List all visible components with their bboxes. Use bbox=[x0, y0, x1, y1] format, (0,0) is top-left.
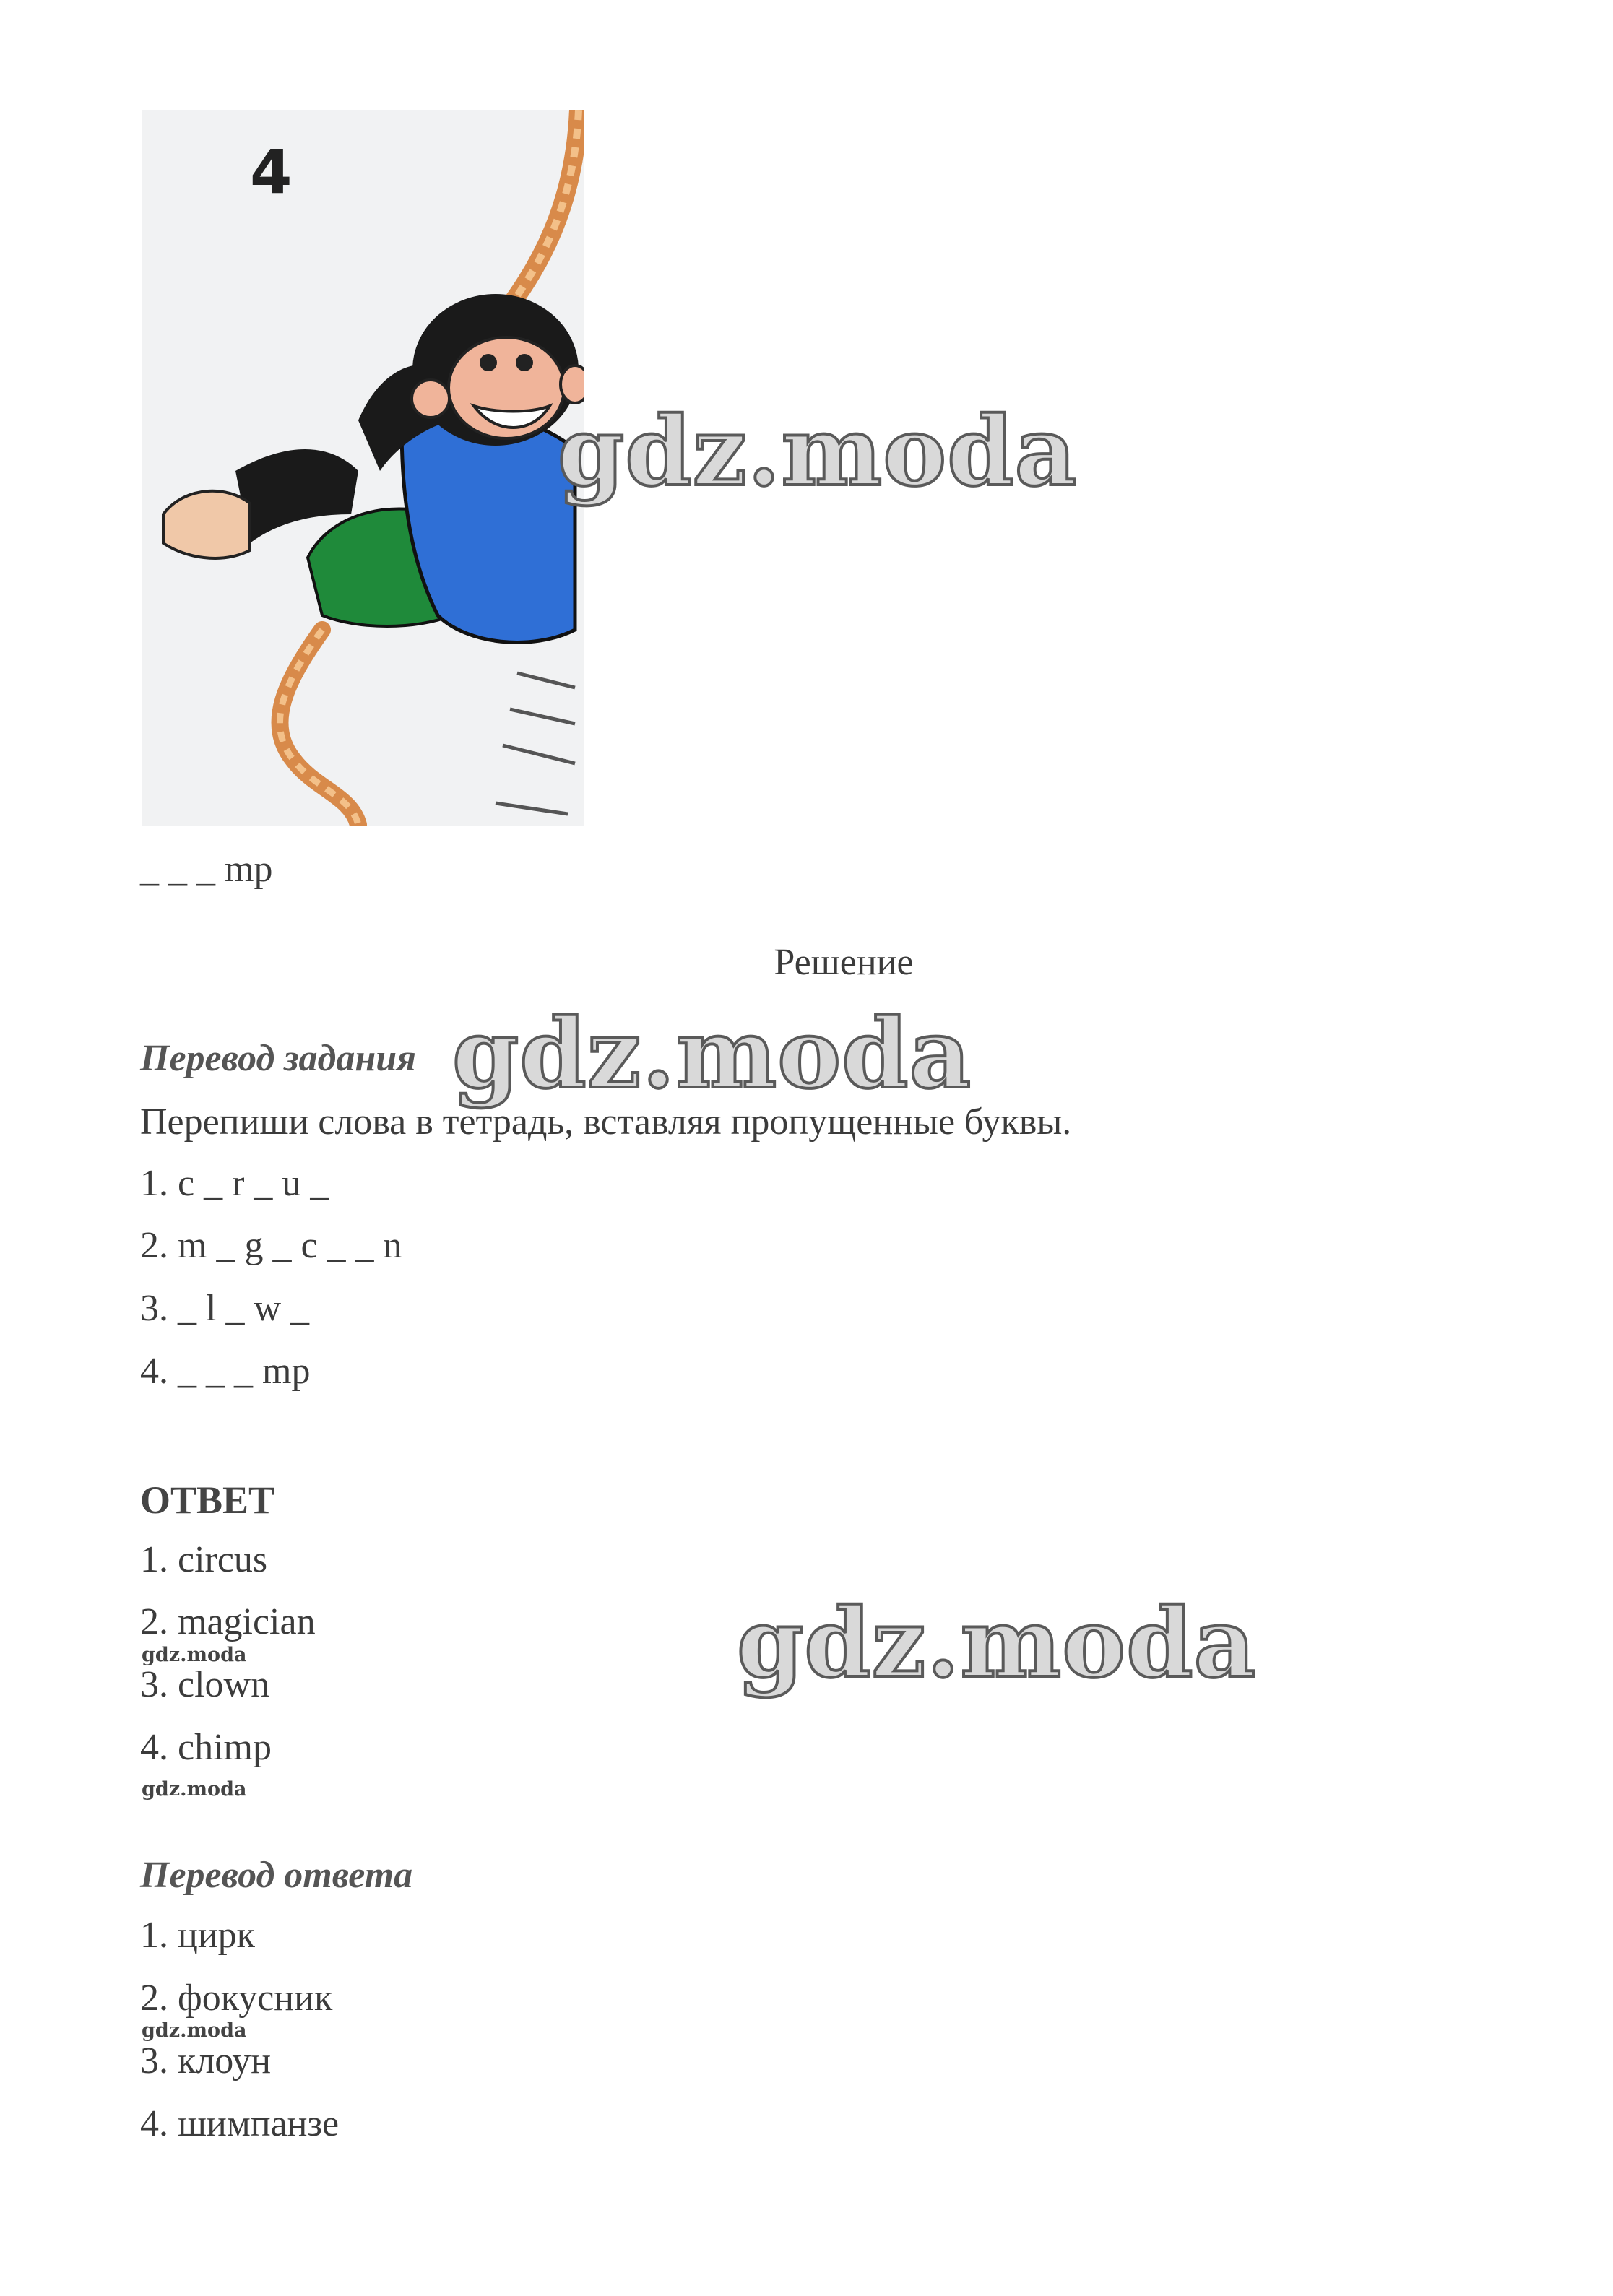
task-word-gap: _ _ _ mp bbox=[140, 849, 273, 890]
answer-item-2: 2. magician bbox=[140, 1601, 316, 1642]
answer-translation-item-1: 1. цирк bbox=[140, 1915, 255, 1956]
task-item-4: 4. _ _ _ mp bbox=[140, 1351, 311, 1392]
chimp-illustration bbox=[142, 110, 584, 826]
answer-translation-item-3: 3. клоун bbox=[140, 2040, 272, 2081]
answer-translation-item-2: 2. фокусник bbox=[140, 1977, 333, 2019]
watermark-large: gdz.moda bbox=[558, 396, 1078, 508]
task-instruction: Перепиши слова в тетрадь, вставляя пропущенные буквы. bbox=[140, 1101, 1072, 1143]
watermark-large: gdz.moda bbox=[737, 1587, 1257, 1699]
monkey-on-rope-picture bbox=[142, 110, 584, 826]
watermark-small: gdz.moda bbox=[142, 2019, 247, 2042]
watermark-large: gdz.moda bbox=[452, 998, 972, 1110]
task-item-2: 2. m _ g _ c _ _ n bbox=[140, 1225, 402, 1266]
answer-item-4: 4. chimp bbox=[140, 1727, 272, 1768]
watermark-small: gdz.moda bbox=[142, 1778, 247, 1801]
solution-title: Решение bbox=[774, 942, 914, 983]
task-number: 4 bbox=[250, 137, 293, 207]
answer-heading: ОТВЕТ bbox=[140, 1478, 275, 1522]
answer-item-3: 3. clown bbox=[140, 1664, 270, 1705]
task-translation-heading: Перевод задания bbox=[140, 1038, 416, 1079]
answer-translation-item-4: 4. шимпанзе bbox=[140, 2103, 340, 2144]
answer-translation-heading: Перевод ответа bbox=[140, 1855, 413, 1896]
answer-item-1: 1. circus bbox=[140, 1539, 268, 1580]
watermark-small: gdz.moda bbox=[142, 1644, 247, 1666]
task-item-1: 1. c _ r _ u _ bbox=[140, 1163, 329, 1204]
task-item-3: 3. _ l _ w _ bbox=[140, 1288, 309, 1329]
